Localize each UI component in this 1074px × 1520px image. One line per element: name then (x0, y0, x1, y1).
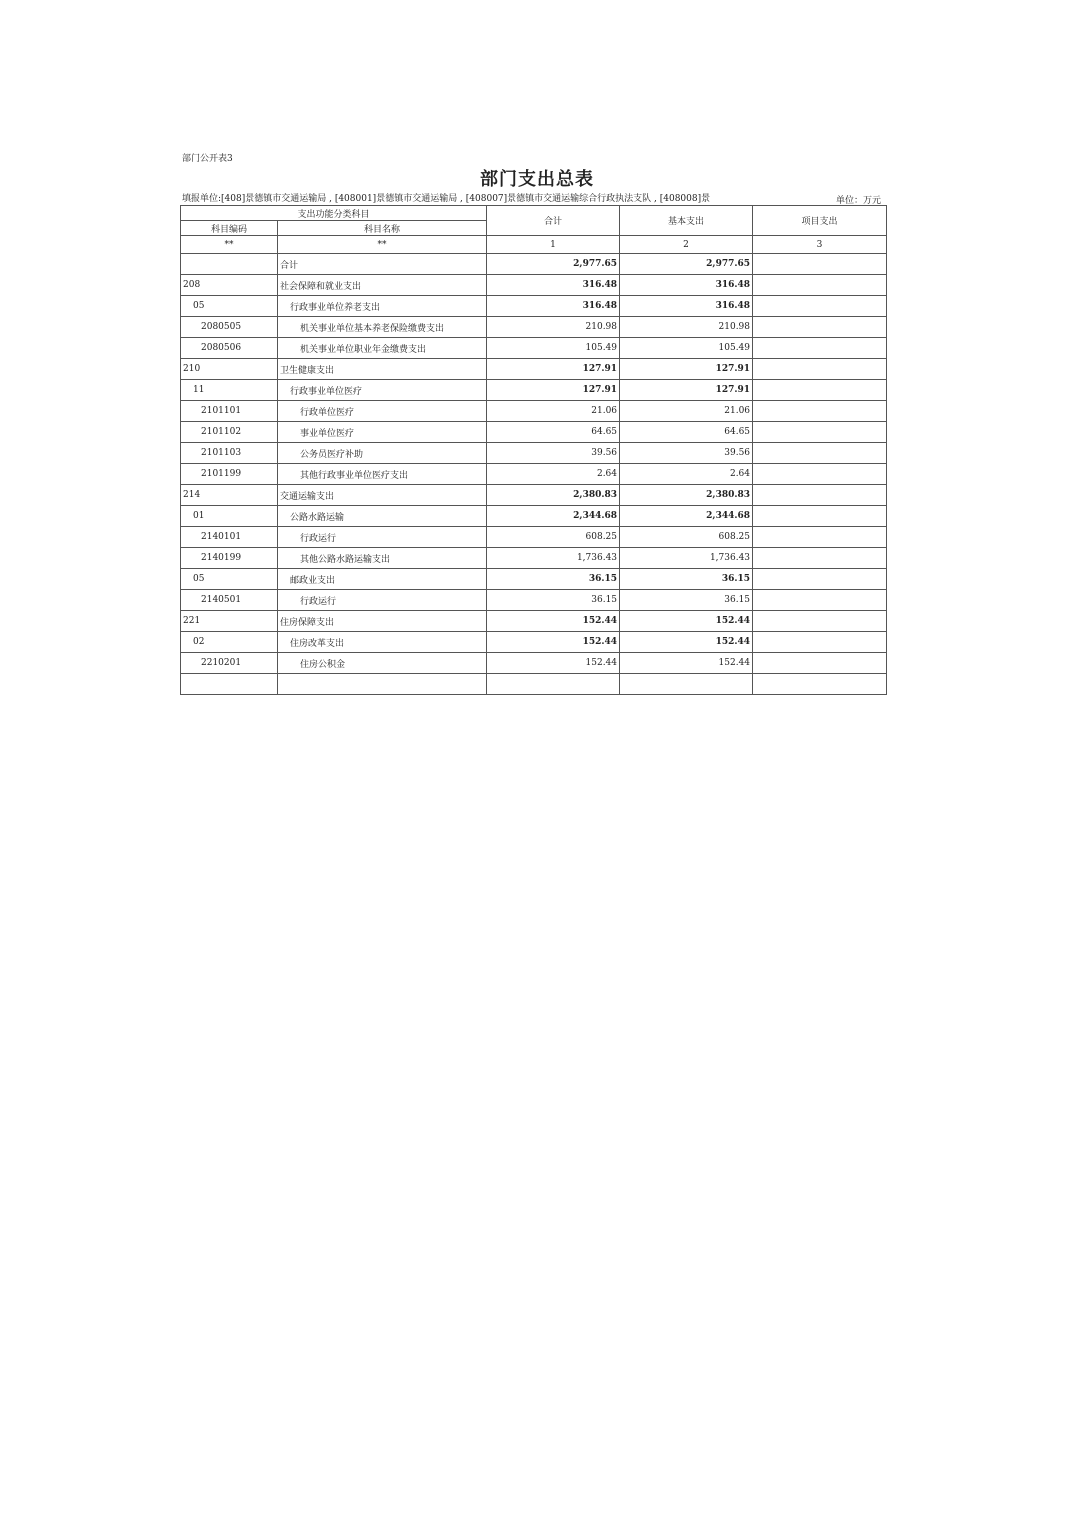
cell-project (753, 569, 887, 590)
cell-code: 02 (181, 632, 278, 653)
cell-name: 行政事业单位医疗 (278, 380, 487, 401)
table-row (181, 590, 887, 611)
table-row (181, 359, 887, 380)
cell-code: 05 (181, 296, 278, 317)
cell-project (753, 401, 887, 422)
cell-basic: 2,977.65 (620, 254, 753, 275)
cell-total: 152.44 (487, 632, 620, 653)
cell-code: 2140101 (181, 527, 278, 548)
cell-project (753, 380, 887, 401)
index-code: ** (181, 236, 278, 254)
cell-basic: 152.44 (620, 653, 753, 674)
table-row (181, 401, 887, 422)
header-code: 科目编码 (181, 221, 278, 236)
cell-name: 住房改革支出 (278, 632, 487, 653)
table-row (181, 548, 887, 569)
cell-name: 公路水路运输 (278, 506, 487, 527)
cell-name: 住房公积金 (278, 653, 487, 674)
header-function-category: 支出功能分类科目 (181, 206, 487, 221)
cell-project (753, 506, 887, 527)
cell-basic: 64.65 (620, 422, 753, 443)
cell-name: 其他公路水路运输支出 (278, 548, 487, 569)
index-project: 3 (753, 236, 887, 254)
cell-total (487, 674, 620, 695)
cell-total: 39.56 (487, 443, 620, 464)
cell-total: 2.64 (487, 464, 620, 485)
cell-project (753, 548, 887, 569)
table-row (181, 317, 887, 338)
cell-total: 105.49 (487, 338, 620, 359)
table-row (181, 611, 887, 632)
cell-name: 其他行政事业单位医疗支出 (278, 464, 487, 485)
cell-basic: 2,344.68 (620, 506, 753, 527)
cell-basic: 2,380.83 (620, 485, 753, 506)
table-row (181, 653, 887, 674)
cell-project (753, 275, 887, 296)
index-total: 1 (487, 236, 620, 254)
table-row (181, 464, 887, 485)
cell-code: 2080506 (181, 338, 278, 359)
cell-project (753, 443, 887, 464)
table-row (181, 422, 887, 443)
index-row (181, 236, 887, 254)
cell-code: 214 (181, 485, 278, 506)
cell-total: 210.98 (487, 317, 620, 338)
form-number: 部门公开表3 (182, 154, 233, 164)
cell-project (753, 338, 887, 359)
reporting-unit: 填报单位:[408]景德镇市交通运输局 , [408001]景德镇市交通运输局 , [408007]景德镇市交通运输综合行政执法支队 , [408008]景 (182, 194, 711, 204)
cell-total: 1,736.43 (487, 548, 620, 569)
cell-name: 行政单位医疗 (278, 401, 487, 422)
table-row (181, 338, 887, 359)
cell-total: 608.25 (487, 527, 620, 548)
cell-total: 127.91 (487, 380, 620, 401)
cell-total: 36.15 (487, 569, 620, 590)
table-row (181, 485, 887, 506)
table-row (181, 275, 887, 296)
cell-total: 2,977.65 (487, 254, 620, 275)
cell-name: 行政运行 (278, 527, 487, 548)
cell-basic: 127.91 (620, 359, 753, 380)
table-row (181, 296, 887, 317)
cell-project (753, 485, 887, 506)
table-row (181, 506, 887, 527)
cell-basic: 21.06 (620, 401, 753, 422)
cell-basic: 127.91 (620, 380, 753, 401)
cell-basic: 36.15 (620, 569, 753, 590)
cell-code: 221 (181, 611, 278, 632)
table-row (181, 527, 887, 548)
cell-project (753, 653, 887, 674)
cell-project (753, 632, 887, 653)
cell-project (753, 674, 887, 695)
cell-basic: 2.64 (620, 464, 753, 485)
table-row (181, 254, 887, 275)
cell-total: 36.15 (487, 590, 620, 611)
cell-code: 05 (181, 569, 278, 590)
cell-project (753, 527, 887, 548)
cell-name: 住房保障支出 (278, 611, 487, 632)
cell-basic: 210.98 (620, 317, 753, 338)
cell-name: 机关事业单位职业年金缴费支出 (278, 338, 487, 359)
cell-basic: 1,736.43 (620, 548, 753, 569)
cell-code: 2101101 (181, 401, 278, 422)
cell-code: 2101199 (181, 464, 278, 485)
cell-code (181, 254, 278, 275)
cell-total: 2,344.68 (487, 506, 620, 527)
table-row (181, 569, 887, 590)
header-project: 项目支出 (753, 206, 887, 236)
header-name: 科目名称 (278, 221, 487, 236)
cell-name: 交通运输支出 (278, 485, 487, 506)
cell-name: 社会保障和就业支出 (278, 275, 487, 296)
cell-project (753, 422, 887, 443)
cell-project (753, 296, 887, 317)
cell-code: 2101103 (181, 443, 278, 464)
cell-project (753, 317, 887, 338)
cell-name: 事业单位医疗 (278, 422, 487, 443)
cell-basic: 316.48 (620, 296, 753, 317)
header-row-group (181, 206, 887, 221)
table-row (181, 674, 887, 695)
expenditure-table (180, 205, 887, 695)
cell-code: 2140501 (181, 590, 278, 611)
cell-project (753, 590, 887, 611)
page-title: 部门支出总表 (480, 169, 594, 190)
cell-code: 210 (181, 359, 278, 380)
cell-basic (620, 674, 753, 695)
cell-basic: 152.44 (620, 611, 753, 632)
cell-total: 152.44 (487, 611, 620, 632)
cell-code (181, 674, 278, 695)
currency-unit: 单位：万元 (836, 196, 882, 206)
table-row (181, 443, 887, 464)
cell-total: 64.65 (487, 422, 620, 443)
header-basic: 基本支出 (620, 206, 753, 236)
index-name: ** (278, 236, 487, 254)
cell-name: 邮政业支出 (278, 569, 487, 590)
header-total: 合计 (487, 206, 620, 236)
cell-basic: 105.49 (620, 338, 753, 359)
cell-code: 2140199 (181, 548, 278, 569)
cell-code: 2101102 (181, 422, 278, 443)
cell-total: 2,380.83 (487, 485, 620, 506)
cell-code: 208 (181, 275, 278, 296)
cell-basic: 316.48 (620, 275, 753, 296)
cell-code: 2210201 (181, 653, 278, 674)
cell-basic: 36.15 (620, 590, 753, 611)
table-row (181, 380, 887, 401)
cell-name: 机关事业单位基本养老保险缴费支出 (278, 317, 487, 338)
cell-total: 21.06 (487, 401, 620, 422)
cell-name: 卫生健康支出 (278, 359, 487, 380)
cell-name: 行政事业单位养老支出 (278, 296, 487, 317)
cell-total: 316.48 (487, 275, 620, 296)
index-basic: 2 (620, 236, 753, 254)
cell-code: 2080505 (181, 317, 278, 338)
cell-name (278, 674, 487, 695)
cell-project (753, 359, 887, 380)
cell-total: 127.91 (487, 359, 620, 380)
cell-name: 行政运行 (278, 590, 487, 611)
cell-project (753, 254, 887, 275)
cell-project (753, 464, 887, 485)
cell-name: 合计 (278, 254, 487, 275)
cell-project (753, 611, 887, 632)
cell-code: 01 (181, 506, 278, 527)
cell-basic: 152.44 (620, 632, 753, 653)
cell-basic: 608.25 (620, 527, 753, 548)
cell-total: 152.44 (487, 653, 620, 674)
cell-total: 316.48 (487, 296, 620, 317)
cell-name: 公务员医疗补助 (278, 443, 487, 464)
cell-code: 11 (181, 380, 278, 401)
cell-basic: 39.56 (620, 443, 753, 464)
table-row (181, 632, 887, 653)
